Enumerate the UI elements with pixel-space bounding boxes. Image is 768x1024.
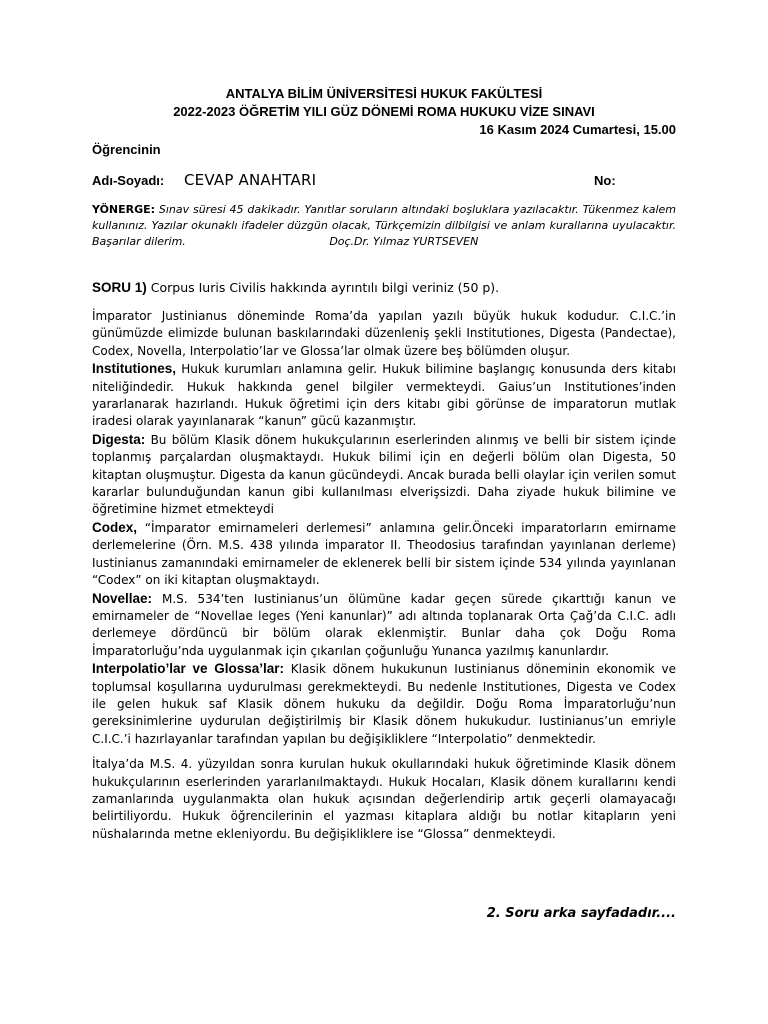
name-value: CEVAP ANAHTARI <box>184 171 317 189</box>
section-text: Bu bölüm Klasik dönem hukukçularının eserlerinden alınmış ve belli bir sistem içinde toplanmış parçalardan oluşmaktaydı. Hukuk bilimi için en değerli bölüm olan Digesta, 50 kitaptan oluşmuştur. Digesta da kanun gücündeydi. Ancak burada belli olaylar için verilen somut kararlar bulunduğundan kanun gibi kullanılması elverişsizdi. Daha ziyade hukuk bilimine ve öğretimine hizmet etmekteydi <box>92 432 676 517</box>
exam-date: 16 Kasım 2024 Cumartesi, 15.00 <box>479 122 676 137</box>
section-institutiones <box>92 360 676 431</box>
section-digesta <box>92 431 676 519</box>
instructions-text: Sınav süresi 45 dakikadır. Yanıtlar soruların altındaki boşluklara yazılacaktır. Tükenmez kalem kullanınız. Yazılar okunaklı ifadeler düzgün olacak, Türkçemizin dilbilgisi ve anlam kurallarına uyulacaktır. Başarılar dilerim. <box>92 203 677 248</box>
section-novellae <box>92 590 676 661</box>
section-text: Klasik dönem hukukunun Iustinianus döneminin ekonomik ve toplumsal koşullarına uydurulması gerekmekteydi. Bu nedenle Institutiones, Digesta ve Codex ile gelen hukuk saf Klasik dönem hukuku da değildir. Doğu Roma İmparatorluğu’nun gereksinimlerine uydurulan değiştirilmiş bir Klasik dönem hukukudur. Iustinianus’un emriyle C.I.C.’i hazırlayanlar tarafından yapılan bu değişikliklere “Interpolatio” denmektedir. <box>92 662 677 746</box>
question-text: Corpus Iuris Civilis hakkında ayrıntılı bilgi veriniz (50 p). <box>150 280 500 295</box>
student-name-row <box>92 171 676 191</box>
section-text: Hukuk kurumları anlamına gelir. Hukuk bilimine başlangıç konusunda ders kitabı niteliğindedir. Hukuk hakkında genel bilgiler vermekteydi. Gaius’un Institutiones’inden yararlanarak hazırlandı. Hukuk öğretimi için ders kitabı gibi görünse de imparatorun mutlak iradesi olarak yayınlanarak “kanun” gücü kazanmıştır. <box>92 362 676 429</box>
name-label: Adı-Soyadı: <box>92 173 165 188</box>
instructions-label: YÖNERGE: <box>92 203 156 216</box>
section-term: Interpolatio’lar ve Glossa’lar: <box>92 661 285 677</box>
section-text: “İmparator emirnameleri derlemesi” anlamına gelir.Önceki imparatorların emirname derlemelerine (Örn. M.S. 438 yılında imparator II. Theodosius tarafından yayınlanan derleme) Iustinianus zamanındaki emirnameler de eklenerek belli bir sistem içinde 534 yılında yayınlanan “Codex” on iki kitaptan oluşmaktaydı. <box>92 520 676 588</box>
answer-body <box>92 308 676 843</box>
question-1 <box>92 280 676 295</box>
section-interpolatio-glossa <box>92 660 676 748</box>
answer-intro: İmparator Justinianus döneminde Roma’da yapılan yazılı büyük hukuk kodudur. C.I.C.’in günümüzde elimizde bulunan baskılarındaki düzenleniş şekli Institutiones, Digesta (Pandectae), Codex, Novella, Interpolatio’lar ve Glossa’lar olmak üzere beş bölümden oluşur. <box>92 309 676 358</box>
number-label: No: <box>594 173 616 188</box>
instructor-signature: Doç.Dr. Yılmaz YURTSEVEN <box>329 235 479 248</box>
student-heading: Öğrencinin <box>92 142 161 157</box>
exam-title: 2022-2023 ÖĞRETİM YILI GÜZ DÖNEMİ ROMA HUKUKU VİZE SINAVI <box>173 104 595 119</box>
section-term: Digesta: <box>92 431 146 447</box>
next-page-note: 2. Soru arka sayfadadır.... <box>486 906 676 921</box>
question-label: SORU 1) <box>92 280 147 295</box>
section-text: M.S. 534’ten Iustinianus’un ölümüne kadar geçen sürede çıkarttığı kanun ve emirnameler de “Novellae leges (Yeni kanunlar)” adı altında toplanarak Orta Çağ’da C.I.C. adlı derlemeye dördüncü bir bölüm olarak eklenmiştir. Bunlar daha çok Doğu Roma İmparatorluğu’nda uygulanmak için çıkarılan çoğunluğu Yunanca yazılmış kanunlardır. <box>92 591 676 658</box>
section-codex <box>92 519 676 590</box>
university-title: ANTALYA BİLİM ÜNİVERSİTESİ HUKUK FAKÜLTESİ <box>225 86 543 101</box>
instructions <box>92 202 676 250</box>
section-term: Novellae: <box>92 590 153 606</box>
answer-closing: İtalya’da M.S. 4. yüzyıldan sonra kurulan hukuk okullarındaki hukuk öğretiminde Klasik dönem hukukçularının eserlerinden yararlanılmaktaydı. Hukuk Hocaları, Klasik dönem kurallarını kendi zamanlarında uygulanmakta olan hukuk açısından değerlendirip artık geçerli olamayacağı belirtiliyordu. Hukuk öğrencilerinin el yazması kitaplara aldığı bu notlar kitapların yeni nüshalarında metne ekleniyordu. Bu değişikliklere ise “Glossa” denmekteydi. <box>92 757 676 841</box>
section-term: Institutiones, <box>92 361 176 377</box>
section-term: Codex, <box>92 519 138 535</box>
